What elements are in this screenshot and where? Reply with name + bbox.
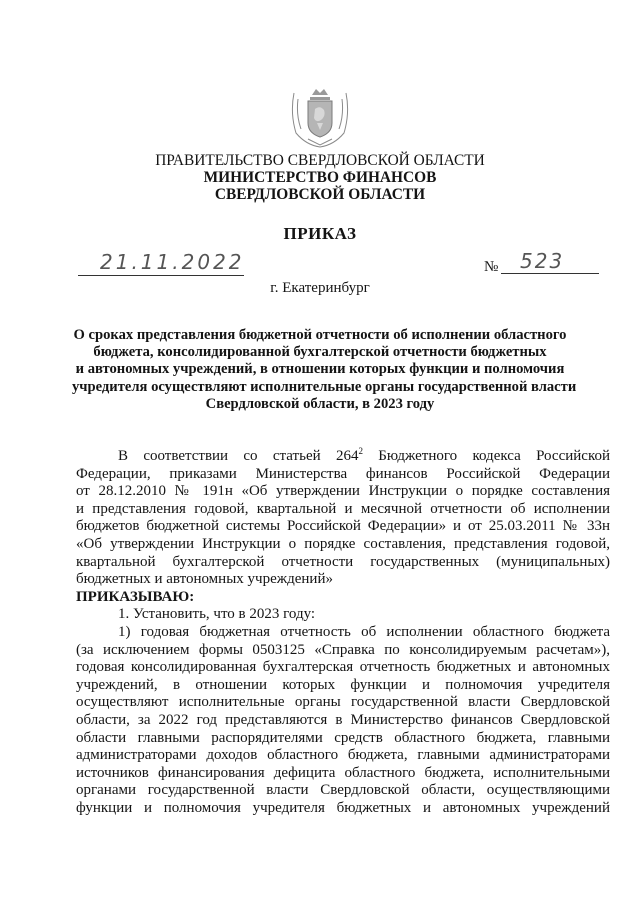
body-line: и представления годовой, квартальной и месячной отчетности об исполнении bbox=[76, 500, 610, 517]
sub-item-line: функции и полномочия учредителя бюджетных и автономных учреждений bbox=[76, 799, 610, 816]
body-line: «Об утверждении Инструкции о порядке составления, представления годовой, bbox=[76, 535, 610, 552]
city-name: г. Екатеринбург bbox=[270, 280, 370, 296]
number-sign: № bbox=[484, 259, 499, 275]
sub-item-line: осуществляют исполнительные органы государственной власти Свердловской bbox=[76, 694, 610, 711]
title-line: учредителя осуществляют исполнительные органы государственной власти bbox=[72, 378, 577, 395]
order-title bbox=[72, 327, 577, 413]
ministry-region: СВЕРДЛОВСКОЙ ОБЛАСТИ bbox=[214, 186, 426, 203]
body-line: бюджетных и автономных учреждений» bbox=[76, 571, 333, 588]
body-line: Федерации, приказами Министерства финансов Российской Федерации bbox=[76, 465, 610, 482]
coat-of-arms-emblem bbox=[286, 83, 354, 149]
sub-item-line: области главными распорядителями средств областного бюджета, главными bbox=[76, 729, 610, 746]
body-line: В соответствии со статьей $264^2$ Бюджетного кодекса Российской bbox=[118, 446, 611, 464]
sub-item-line: годовая консолидированная бухгалтерская отчетность бюджетных и автономных bbox=[76, 659, 610, 676]
sub-item-line: 1) годовая бюджетная отчетность об исполнении областного бюджета bbox=[118, 623, 610, 640]
document-type-heading: ПРИКАЗ bbox=[283, 224, 357, 243]
number-underline bbox=[501, 273, 599, 274]
item-1: 1. Установить, что в 2023 году: bbox=[118, 606, 316, 623]
body-line: квартальной бухгалтерской отчетности государственных (муниципальных) bbox=[76, 553, 610, 570]
order-body bbox=[76, 448, 610, 817]
date-underline bbox=[78, 275, 244, 276]
superscript: 2 bbox=[358, 446, 363, 456]
handwritten-date: 21.11.2022 bbox=[100, 250, 245, 274]
order-directive: ПРИКАЗЫВАЮ: bbox=[76, 588, 195, 605]
government-name: ПРАВИТЕЛЬСТВО СВЕРДЛОВСКОЙ ОБЛАСТИ bbox=[155, 152, 485, 169]
title-line: и автономных учреждений, в отношении которых функции и полномочия bbox=[75, 361, 565, 378]
title-line: бюджета, консолидированной бухгалтерской отчетности бюджетных bbox=[93, 344, 547, 361]
sub-item-line: источников финансирования дефицита областного бюджета, исполнительными bbox=[76, 764, 610, 781]
sub-item-line: области, за 2022 год представляются в Министерство финансов Свердловской bbox=[76, 711, 610, 728]
sub-item-line: (за исключением формы 0503125 «Справка по консолидируемым расчетам»), bbox=[76, 641, 610, 658]
sub-item-line: учреждений, в отношении которых функции и полномочия учредителя bbox=[76, 676, 610, 693]
title-line: Свердловской области, в 2023 году bbox=[205, 395, 435, 412]
title-line: О сроках представления бюджетной отчетности об исполнении областного bbox=[73, 327, 567, 343]
sub-item-line: органами государственной власти Свердловской области, осуществляющими bbox=[76, 782, 610, 799]
handwritten-number: 523 bbox=[520, 249, 565, 273]
sub-item-line: администраторами доходов областного бюджета, главными администраторами bbox=[76, 747, 610, 764]
body-line: бюджетов бюджетной системы Российской Федерации» и от 25.03.2011 № 33н bbox=[76, 518, 610, 535]
body-line: от 28.12.2010 № 191н «Об утверждении Инструкции о порядке составления bbox=[76, 483, 610, 500]
ministry-name: МИНИСТЕРСТВО ФИНАНСОВ bbox=[203, 169, 437, 186]
